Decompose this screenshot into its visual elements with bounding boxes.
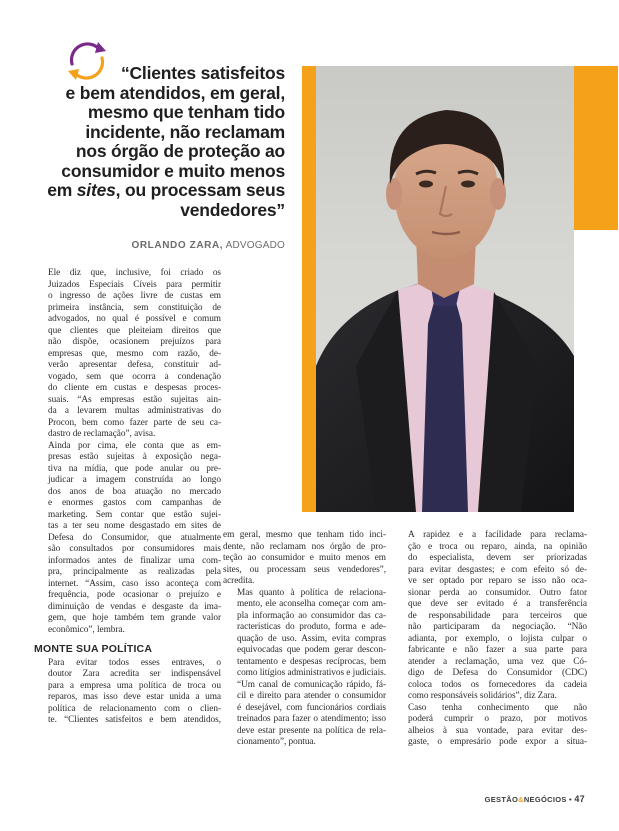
text-line: Ainda por cima, ele conta que as em- — [48, 440, 221, 451]
text-line: doutor Zara acredita ser indispensável — [48, 669, 221, 679]
quote-line: consumidor e muito menos — [61, 160, 285, 181]
quote-line: nos órgão de proteção ao — [75, 141, 285, 161]
text-line: para evitar desgastes; e com efeito só de- — [408, 564, 587, 575]
text-line: e enormes gastos com campanhas de — [48, 498, 221, 508]
text-line: Juizados Especiais Cíveis para permitir — [48, 279, 221, 290]
text-line: dos anos de boa atuação no mercado — [48, 486, 221, 497]
quote-line: e bem atendidos, em geral, — [65, 82, 285, 103]
text-line: atender a reclamação, uma vez que Có- — [408, 656, 587, 667]
text-line: racterísticas do produto, forma e ade- — [237, 622, 386, 632]
text-line: cil e direito para atender o consumidor — [237, 691, 386, 701]
text-line: dastro de reclamação”, avisa. — [48, 429, 156, 439]
text-line: dente, não reclamam nos órgão de pro- — [223, 541, 386, 552]
attribution-role: ADVOGADO — [225, 240, 285, 251]
article-column-2 — [223, 530, 386, 749]
text-line: Mas quanto à política de relaciona- — [237, 587, 386, 598]
text-line: marketing. Sem contar que estão sujei- — [48, 509, 221, 520]
text-line: da a levarem multas administrativas do — [48, 406, 221, 416]
quote-attribution — [25, 240, 285, 251]
text-line: informados antes de finalizar uma com- — [48, 555, 221, 566]
text-line: “Um canal de comunicação rápido, fá- — [237, 679, 386, 690]
text-line: que deve ser evitado é a transferência — [408, 599, 587, 609]
magazine-name: GESTÃO — [484, 795, 519, 804]
text-line: são consultados por consumidores mais — [48, 544, 221, 554]
text-line: é desejável, com funcionários cordiais — [237, 702, 386, 713]
folio-separator: • — [569, 795, 572, 804]
text-line: como litígios administrativos e judiciais. — [237, 668, 386, 678]
text-line: alheios à sua vontade, para evitar des- — [408, 725, 587, 736]
text-line: em geral, mesmo que tenham tido inci- — [223, 530, 386, 540]
text-line: cionamento”, pontua. — [237, 737, 316, 747]
article-column-1 — [34, 268, 221, 727]
article-paragraph — [34, 658, 221, 727]
text-line: Procon, bem como fazer parte de seu ca- — [48, 417, 221, 428]
text-line: equivocadas que podem gerar descon- — [237, 645, 386, 655]
text-line: tiva na mídia, que pode anular ou pre- — [48, 463, 221, 474]
text-line: vogado, sem que ocorra a condenação — [48, 371, 221, 382]
accent-bar — [302, 66, 316, 512]
text-line: para a empresa uma política de troca ou — [48, 680, 221, 691]
quote-fragment: , ou processam seus — [115, 180, 285, 200]
text-line: econômico”, lembra. — [48, 624, 125, 635]
article-paragraph — [223, 530, 386, 588]
text-line: teção ao consumidor e muito menos em — [223, 553, 386, 563]
magazine-ampersand: & — [518, 795, 524, 804]
text-line: Para evitar todos esses entraves, o — [48, 657, 221, 668]
text-line: te. “Clientes satisfeitos e bem atendidos, — [48, 715, 221, 725]
text-line: Defesa do Consumidor, que atualmente — [48, 532, 221, 543]
text-line: sionar perda ao consumidor. Outro fator — [408, 587, 587, 598]
article-column-3 — [394, 530, 587, 749]
quote-line: incidente, não reclamam — [85, 121, 285, 142]
text-line: que clientes que pleiteiam direitos que — [48, 325, 221, 336]
text-line: não participaram da negociação. “Não — [408, 622, 587, 632]
attribution-name: ORLANDO ZARA, — [131, 240, 224, 251]
quote-emphasis: sites — [76, 180, 116, 200]
quote-line: vendedores” — [180, 199, 285, 220]
portrait-illustration — [316, 66, 574, 512]
text-line: do especialista, devem ser priorizadas — [408, 553, 587, 563]
pull-quote — [15, 64, 285, 220]
page-number: 47 — [574, 794, 585, 804]
text-line: acredita. — [223, 576, 255, 586]
text-line: adianta, por exemplo, o lojista culpar o — [408, 633, 587, 644]
text-line: sites, ou processam seus vendedores”, — [223, 564, 386, 575]
text-line: ve ser optado por reparo se isso não oca- — [408, 576, 587, 586]
article-paragraph — [34, 268, 221, 441]
text-line: pla informação ao consumidor das ca- — [237, 610, 386, 621]
text-line: suais. “As empresas estão sujeitas ain- — [48, 394, 221, 405]
text-line: o ingresso de ações livre de custas em — [48, 291, 221, 301]
text-line: deve estar presente na política de rela- — [237, 725, 386, 736]
text-line: advogados, no qual é possível e comum — [48, 314, 221, 324]
text-line: poderá cumprir o prazo, por motivos — [408, 714, 587, 724]
text-line: política de relacionamento com o clien- — [48, 703, 221, 714]
text-line: gem, que hoje também tem grande valor — [48, 613, 221, 623]
text-line: ção e troca ou reparo, ainda, na opinião — [408, 541, 587, 552]
text-line: treinados para fazer o atendimento; isso — [237, 714, 386, 724]
section-subheading: MONTE SUA POLÍTICA — [34, 643, 153, 655]
text-line: A rapidez e a facilidade para reclama- — [408, 530, 587, 540]
text-line: primeira instância, sem constituição de — [48, 302, 221, 313]
text-line: do cliente em custas e despesas proces- — [48, 383, 221, 393]
text-line: diminuição de vendas e desgaste da ima- — [48, 601, 221, 612]
text-line: judicar a imagem construída ao longo — [48, 475, 221, 485]
quote-line — [15, 181, 285, 201]
text-line: presas estão sujeitas à exposição nega- — [48, 452, 221, 462]
text-line: fabricante e não fazer a sua parte para — [408, 645, 587, 655]
text-line: de responsabilidade para terceiros que — [408, 610, 587, 621]
text-line: digo de Defesa do Consumidor (CDC) — [408, 668, 587, 678]
text-line: quação de uso. Assim, evita compras — [237, 633, 386, 644]
text-line: reparos, mas isso deve estar unida a uma — [48, 692, 221, 702]
text-line: pra, principalmente as realizadas pela — [48, 567, 221, 577]
page-folio — [485, 794, 585, 804]
text-line: Ele diz que, inclusive, foi criado os — [48, 268, 221, 278]
accent-bar — [574, 66, 618, 230]
text-line: mento, ele aconselha começar com am- — [237, 599, 386, 609]
portrait-photo — [316, 66, 574, 512]
quote-fragment: em — [47, 180, 77, 200]
magazine-name: NEGÓCIOS — [523, 795, 567, 804]
text-line: como responsáveis solidários”, diz Zara. — [408, 691, 557, 701]
text-line: internet. “Assim, caso isso aconteça com — [48, 578, 221, 589]
article-paragraph — [223, 588, 386, 749]
text-line: Caso tenha conhecimento que não — [408, 702, 587, 713]
article-paragraph — [394, 530, 587, 703]
text-line: gaste, o empresário pode expor a situa- — [408, 737, 587, 747]
quote-line: mesmo que tenham tido — [87, 102, 285, 122]
text-line: empresas que, mesmo com razão, de- — [48, 348, 221, 359]
quote-line: “Clientes satisfeitos — [120, 63, 285, 83]
text-line: tentamento e despesas recíprocas, bem — [237, 656, 386, 667]
article-paragraph — [394, 703, 587, 749]
article-paragraph — [34, 441, 221, 637]
text-line: não dispõe, ocasionem prejuízos para — [48, 337, 221, 347]
text-line: coloca todos os fornecedores da cadeia — [408, 679, 587, 690]
text-line: tas a ter seu nome desgastado em sites de — [48, 521, 221, 531]
text-line: verão apresentar defesa, constituir ad- — [48, 360, 221, 370]
text-line: frequência, pode ocasionar o prejuízo e — [48, 590, 221, 600]
